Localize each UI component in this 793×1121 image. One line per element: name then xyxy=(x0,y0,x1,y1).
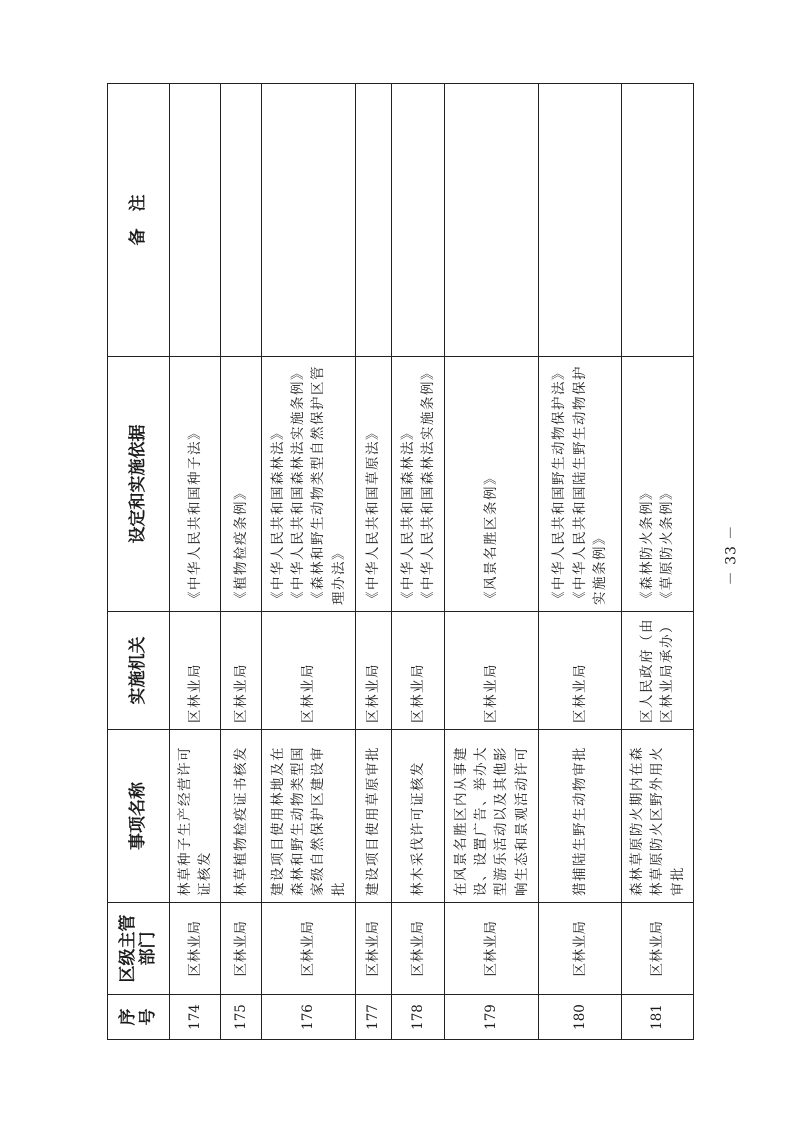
cell-item: 林草植物检疫证书核发 xyxy=(220,730,262,903)
cell-org: 区林业局 xyxy=(445,612,539,730)
cell-basis xyxy=(445,357,539,612)
cell-note xyxy=(262,84,356,357)
header-note: 备 注 xyxy=(108,84,170,357)
table-row xyxy=(355,84,391,1040)
header-org: 实施机关 xyxy=(108,612,170,730)
cell-item: 森林草原防火期内在森林草原防火区野外用火审批 xyxy=(621,730,693,903)
cell-item: 猎捕陆生野生动物审批 xyxy=(538,730,621,903)
cell-note xyxy=(621,84,693,357)
table-row xyxy=(621,84,693,1040)
cell-basis xyxy=(262,357,356,612)
basis-line: 《中华人民共和国野生动物保护法》 xyxy=(551,365,568,605)
header-dept: 区级主管部门 xyxy=(108,903,170,995)
cell-dept: 区林业局 xyxy=(538,903,621,995)
cell-dept: 区林业局 xyxy=(262,903,356,995)
basis-line: 《中华人民共和国森林法》 xyxy=(269,425,286,605)
cell-org: 区林业局 xyxy=(220,612,262,730)
basis-line: 《森林防火条例》 xyxy=(639,485,656,605)
header-seq: 序号 xyxy=(108,995,170,1040)
cell-org: 区林业局 xyxy=(170,612,221,730)
cell-basis xyxy=(355,357,391,612)
cell-note xyxy=(220,84,262,357)
basis-line: 《中华人民共和国森林法》 xyxy=(399,425,416,605)
header-item: 事项名称 xyxy=(108,730,170,903)
cell-seq: 176 xyxy=(262,995,356,1040)
cell-org: 区林业局 xyxy=(355,612,391,730)
cell-seq: 175 xyxy=(220,995,262,1040)
cell-item: 林草种子生产经营许可证核发 xyxy=(170,730,221,903)
basis-line: 《草原防火条例》 xyxy=(659,485,676,605)
cell-item: 林木采伐许可证核发 xyxy=(391,730,444,903)
rotated-document-table xyxy=(107,84,694,1040)
table-row xyxy=(445,84,539,1040)
table-row xyxy=(220,84,262,1040)
table-row xyxy=(262,84,356,1040)
page-number: － 33 － xyxy=(723,524,740,586)
basis-line: 《中华人民共和国森林法实施条例》 xyxy=(290,365,307,605)
cell-note xyxy=(391,84,444,357)
cell-note xyxy=(355,84,391,357)
cell-org: 区林业局 xyxy=(538,612,621,730)
basis-line: 《植物检疫条例》 xyxy=(232,485,249,605)
table-row xyxy=(538,84,621,1040)
table-row xyxy=(391,84,444,1040)
cell-dept: 区林业局 xyxy=(355,903,391,995)
basis-line: 《中华人民共和国草原法》 xyxy=(365,425,382,605)
cell-org: 区林业局 xyxy=(262,612,356,730)
basis-line: 《风景名胜区条例》 xyxy=(483,470,500,605)
cell-item: 在风景名胜区内从事建设、设置广告、举办大型游乐活动以及其他影响生态和景观活动许可 xyxy=(445,730,539,903)
cell-dept: 区林业局 xyxy=(220,903,262,995)
cell-dept: 区林业局 xyxy=(445,903,539,995)
cell-basis xyxy=(391,357,444,612)
header-basis: 设定和实施依据 xyxy=(108,357,170,612)
cell-basis xyxy=(170,357,221,612)
basis-line: 《中华人民共和国森林法实施条例》 xyxy=(420,365,437,605)
cell-dept: 区林业局 xyxy=(170,903,221,995)
cell-basis xyxy=(538,357,621,612)
cell-dept: 区林业局 xyxy=(621,903,693,995)
cell-seq: 179 xyxy=(445,995,539,1040)
cell-item: 建设项目使用草原审批 xyxy=(355,730,391,903)
basis-line: 《中华人民共和国种子法》 xyxy=(186,425,203,605)
basis-line: 《中华人民共和国陆生野生动物保护实施条例》 xyxy=(571,365,608,605)
table-header-row xyxy=(108,84,170,1040)
cell-note xyxy=(170,84,221,357)
cell-seq: 180 xyxy=(538,995,621,1040)
table-row xyxy=(170,84,221,1040)
cell-basis xyxy=(220,357,262,612)
cell-seq: 177 xyxy=(355,995,391,1040)
administrative-items-table xyxy=(107,83,694,1040)
cell-basis xyxy=(621,357,693,612)
cell-dept: 区林业局 xyxy=(391,903,444,995)
cell-seq: 178 xyxy=(391,995,444,1040)
cell-item: 建设项目使用林地及在森林和野生动物类型国家级自然保护区建设审批 xyxy=(262,730,356,903)
cell-note xyxy=(445,84,539,357)
cell-seq: 174 xyxy=(170,995,221,1040)
cell-org: 区林业局 xyxy=(391,612,444,730)
cell-org: 区人民政府（由区林业局承办） xyxy=(621,612,693,730)
cell-seq: 181 xyxy=(621,995,693,1040)
cell-note xyxy=(538,84,621,357)
basis-line: 《森林和野生动物类型自然保护区管理办法》 xyxy=(310,365,347,605)
